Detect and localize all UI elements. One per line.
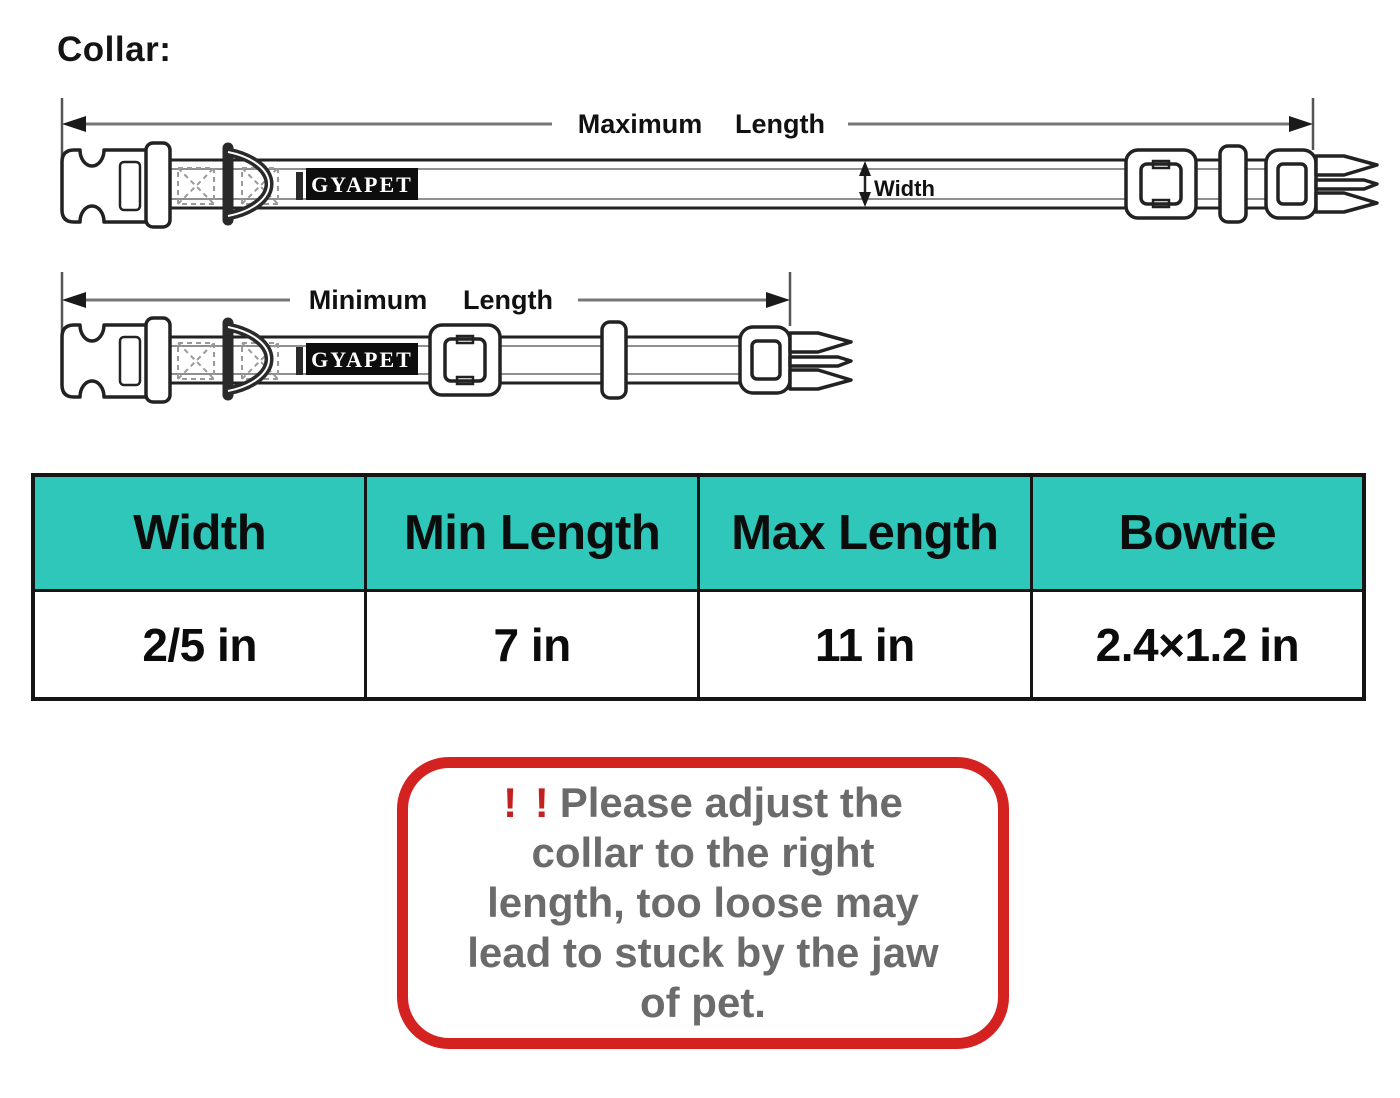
value-min-length: 7 in [366, 591, 699, 700]
warning-line: lead to stuck by the jaw [467, 929, 939, 976]
min-length-word1: Minimum [308, 285, 428, 315]
male-buckle-max-icon [1266, 150, 1377, 218]
warning-line: length, too loose may [487, 879, 919, 926]
keeper-max-icon [1220, 146, 1246, 222]
header-bowtie: Bowtie [1031, 475, 1364, 591]
triglide-min-icon [430, 325, 500, 395]
value-width: 2/5 in [33, 591, 366, 700]
size-table [31, 473, 1366, 701]
min-length-word2: Length [463, 285, 553, 315]
warning-line: collar to the right [531, 829, 875, 876]
arrow-left-icon [62, 116, 86, 132]
width-label: Width [874, 176, 935, 201]
header-min-length: Min Length [366, 475, 699, 591]
value-bowtie: 2.4×1.2 in [1031, 591, 1364, 700]
warning-line [408, 778, 998, 828]
page-title: Collar: [57, 30, 172, 69]
brand-text-min: GYAPET [311, 347, 413, 372]
max-length-dimension [62, 98, 1313, 158]
max-length-word1: Maximum [577, 109, 703, 139]
brand-text-max: GYAPET [311, 172, 413, 197]
collar-min-diagram [62, 272, 851, 402]
warning-text: Please adjust the [559, 779, 903, 826]
male-buckle-min-icon [740, 327, 851, 393]
collar-max-diagram [62, 98, 1377, 227]
female-buckle-max-icon [62, 143, 170, 227]
arrow-right-icon [766, 292, 790, 308]
header-width: Width [33, 475, 366, 591]
triglide-max-icon [1126, 150, 1196, 218]
keeper-min-icon [602, 322, 626, 398]
value-max-length: 11 in [699, 591, 1032, 700]
brand-label-min [296, 343, 418, 375]
warning-exclamation: ! ! [503, 779, 552, 826]
header-max-length: Max Length [699, 475, 1032, 591]
size-table-header-row [33, 475, 1364, 591]
collar-diagram [0, 0, 1400, 440]
arrow-left-icon [62, 292, 86, 308]
female-buckle-min-icon [62, 318, 170, 402]
warning-line: of pet. [640, 979, 766, 1026]
brand-label-max [296, 168, 418, 200]
arrow-right-icon [1289, 116, 1313, 132]
max-length-word2: Length [735, 109, 825, 139]
warning-box [397, 757, 1009, 1049]
size-table-value-row [33, 591, 1364, 700]
